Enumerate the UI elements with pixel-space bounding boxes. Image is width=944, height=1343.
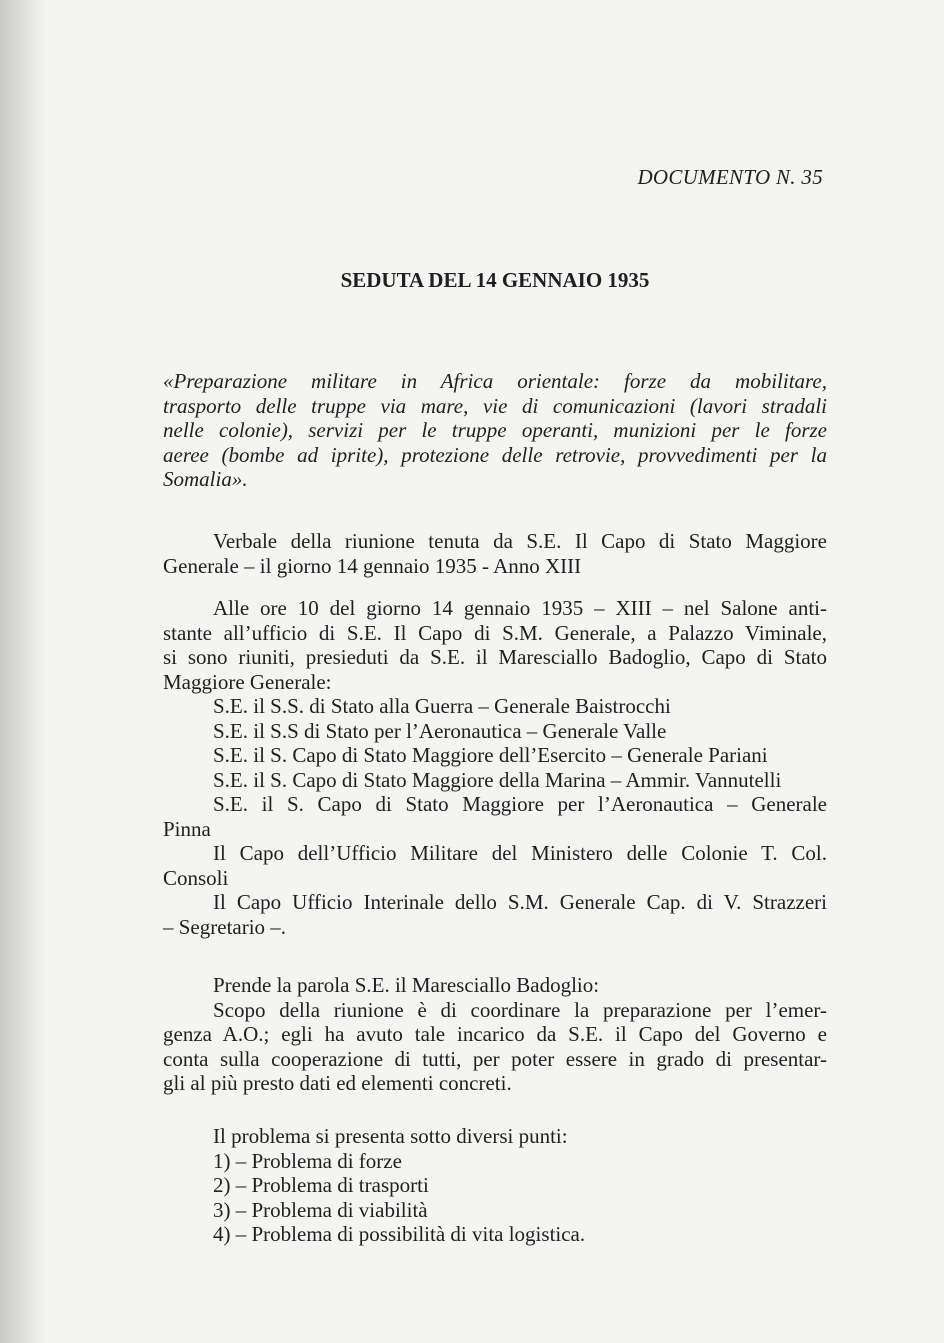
paragraph-line: stante all’ufficio di S.E. Il Capo di S.M. Generale, a Palazzo Viminale, — [163, 620, 827, 645]
paragraph-line: conta sulla cooperazione di tutti, per poter essere in grado di presentar- — [163, 1046, 827, 1071]
attendee-line: S.E. il S. Capo di Stato Maggiore della Marina – Ammir. Vannutelli — [213, 767, 782, 792]
speech-paragraph — [163, 973, 827, 1096]
attendee-line: Il Capo Ufficio Interinale dello S.M. Generale Cap. di V. Strazzeri — [213, 890, 827, 914]
problem-item: 1) – Problema di forze — [213, 1148, 402, 1173]
binding-shadow — [0, 0, 46, 1343]
abstract-line: trasporto delle truppe via mare, vie di comunicazioni (lavori stradali — [163, 393, 827, 418]
abstract-line: aeree (bombe ad iprite), protezione delle retrovie, provvedimenti per la — [163, 442, 827, 467]
problem-item: 3) – Problema di viabilità — [213, 1197, 428, 1222]
attendee-line: S.E. il S.S di Stato per l’Aeronautica – Generale Valle — [213, 718, 667, 743]
attendee-line: S.E. il S. Capo di Stato Maggiore dell’Esercito – Generale Pariani — [213, 743, 768, 767]
paragraph-line: gli al più presto dati ed elementi concreti. — [163, 1071, 512, 1095]
paragraph-line: Alle ore 10 del giorno 14 gennaio 1935 – XIII – nel Salone anti- — [213, 596, 827, 620]
attendee-line: Pinna — [163, 816, 211, 841]
verbale-paragraph — [163, 529, 827, 578]
attendee-line: Il Capo dell’Ufficio Militare del Ministero delle Colonie T. Col. — [213, 841, 827, 865]
attendee-line: Consoli — [163, 865, 229, 890]
paragraph-line: genza A.O.; egli ha avuto tale incarico da S.E. il Capo del Governo e — [163, 1022, 827, 1046]
problem-item: 4) – Problema di possibilità di vita logistica. — [213, 1222, 586, 1246]
attendee-line: S.E. il S. Capo di Stato Maggiore per l’Aeronautica – Generale — [213, 792, 827, 816]
paragraph-line: Verbale della riunione tenuta da S.E. Il Capo di Stato Maggiore — [213, 529, 827, 553]
abstract-line: nelle colonie), servizi per le truppe operanti, munizioni per le forze — [163, 418, 827, 442]
paragraph-line: si sono riuniti, presieduti da S.E. il Maresciallo Badoglio, Capo di Stato — [163, 645, 827, 669]
paragraph-line: Scopo della riunione è di coordinare la preparazione per l’emer- — [213, 997, 827, 1022]
attendee-line: S.E. il S.S. di Stato alla Guerra – Generale Baistrocchi — [213, 694, 671, 718]
paragraph-line: Maggiore Generale: — [163, 669, 332, 694]
problem-list — [163, 1124, 827, 1247]
abstract — [163, 369, 827, 492]
paragraph-line: Generale – il giorno 14 gennaio 1935 - Anno XIII — [163, 553, 582, 578]
problem-item: 2) – Problema di trasporti — [213, 1173, 429, 1197]
abstract-line: Somalia». — [163, 467, 248, 491]
problem-intro: Il problema si presenta sotto diversi punti: — [213, 1124, 568, 1148]
paragraph-line: Prende la parola S.E. il Maresciallo Badoglio: — [213, 973, 600, 997]
attendee-line: – Segretario –. — [163, 914, 287, 939]
document-number: DOCUMENTO N. 35 — [637, 165, 823, 189]
abstract-line: «Preparazione militare in Africa orientale: forze da mobilitare, — [163, 369, 827, 393]
session-title: SEDUTA DEL 14 GENNAIO 1935 — [340, 268, 650, 292]
attendance-paragraph — [163, 596, 827, 939]
